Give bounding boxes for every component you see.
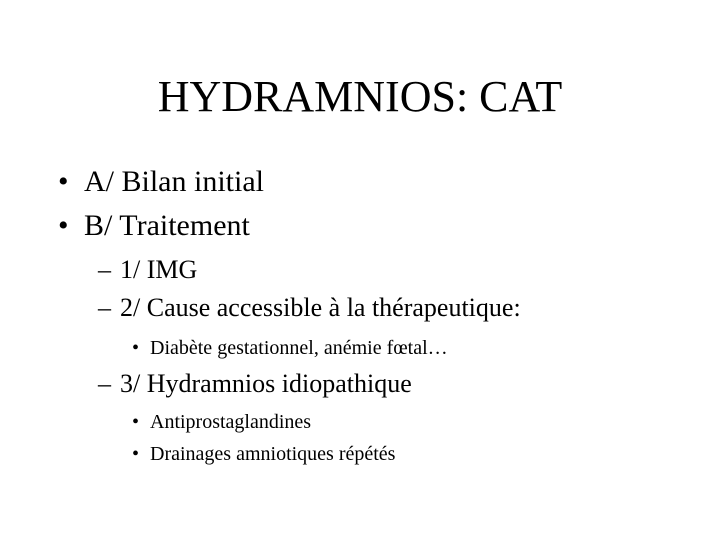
bullet-text: B/ Traitement [84, 209, 250, 242]
dash-marker: – [98, 255, 111, 284]
slide-title: HYDRAMNIOS: CAT [157, 72, 563, 121]
sub-item-img [98, 254, 197, 286]
sub-item-cause [98, 292, 521, 324]
bullet-marker: • [132, 443, 140, 465]
detail-item-text: Drainages amniotiques répétés [150, 443, 396, 465]
detail-item-text: Antiprostaglandines [150, 411, 312, 433]
sub-item-idiopathique [98, 368, 412, 400]
detail-item-drainages [132, 441, 395, 467]
bullet-marker: • [132, 337, 140, 359]
bullet-item-traitement [58, 208, 250, 244]
bullet-marker: • [58, 165, 69, 198]
detail-item-antiprostaglandines [132, 409, 311, 435]
sub-item-text: 1/ IMG [120, 255, 198, 284]
dash-marker: – [98, 369, 111, 398]
bullet-text: A/ Bilan initial [84, 165, 264, 198]
bullet-marker: • [58, 209, 69, 242]
dash-marker: – [98, 293, 111, 322]
detail-item-text: Diabète gestationnel, anémie fœtal… [150, 337, 448, 359]
bullet-marker: • [132, 411, 140, 433]
sub-item-text: 2/ Cause accessible à la thérapeutique: [120, 293, 521, 322]
bullet-item-bilan [58, 164, 264, 200]
detail-item-diabete [132, 335, 448, 361]
sub-item-text: 3/ Hydramnios idiopathique [120, 369, 412, 398]
